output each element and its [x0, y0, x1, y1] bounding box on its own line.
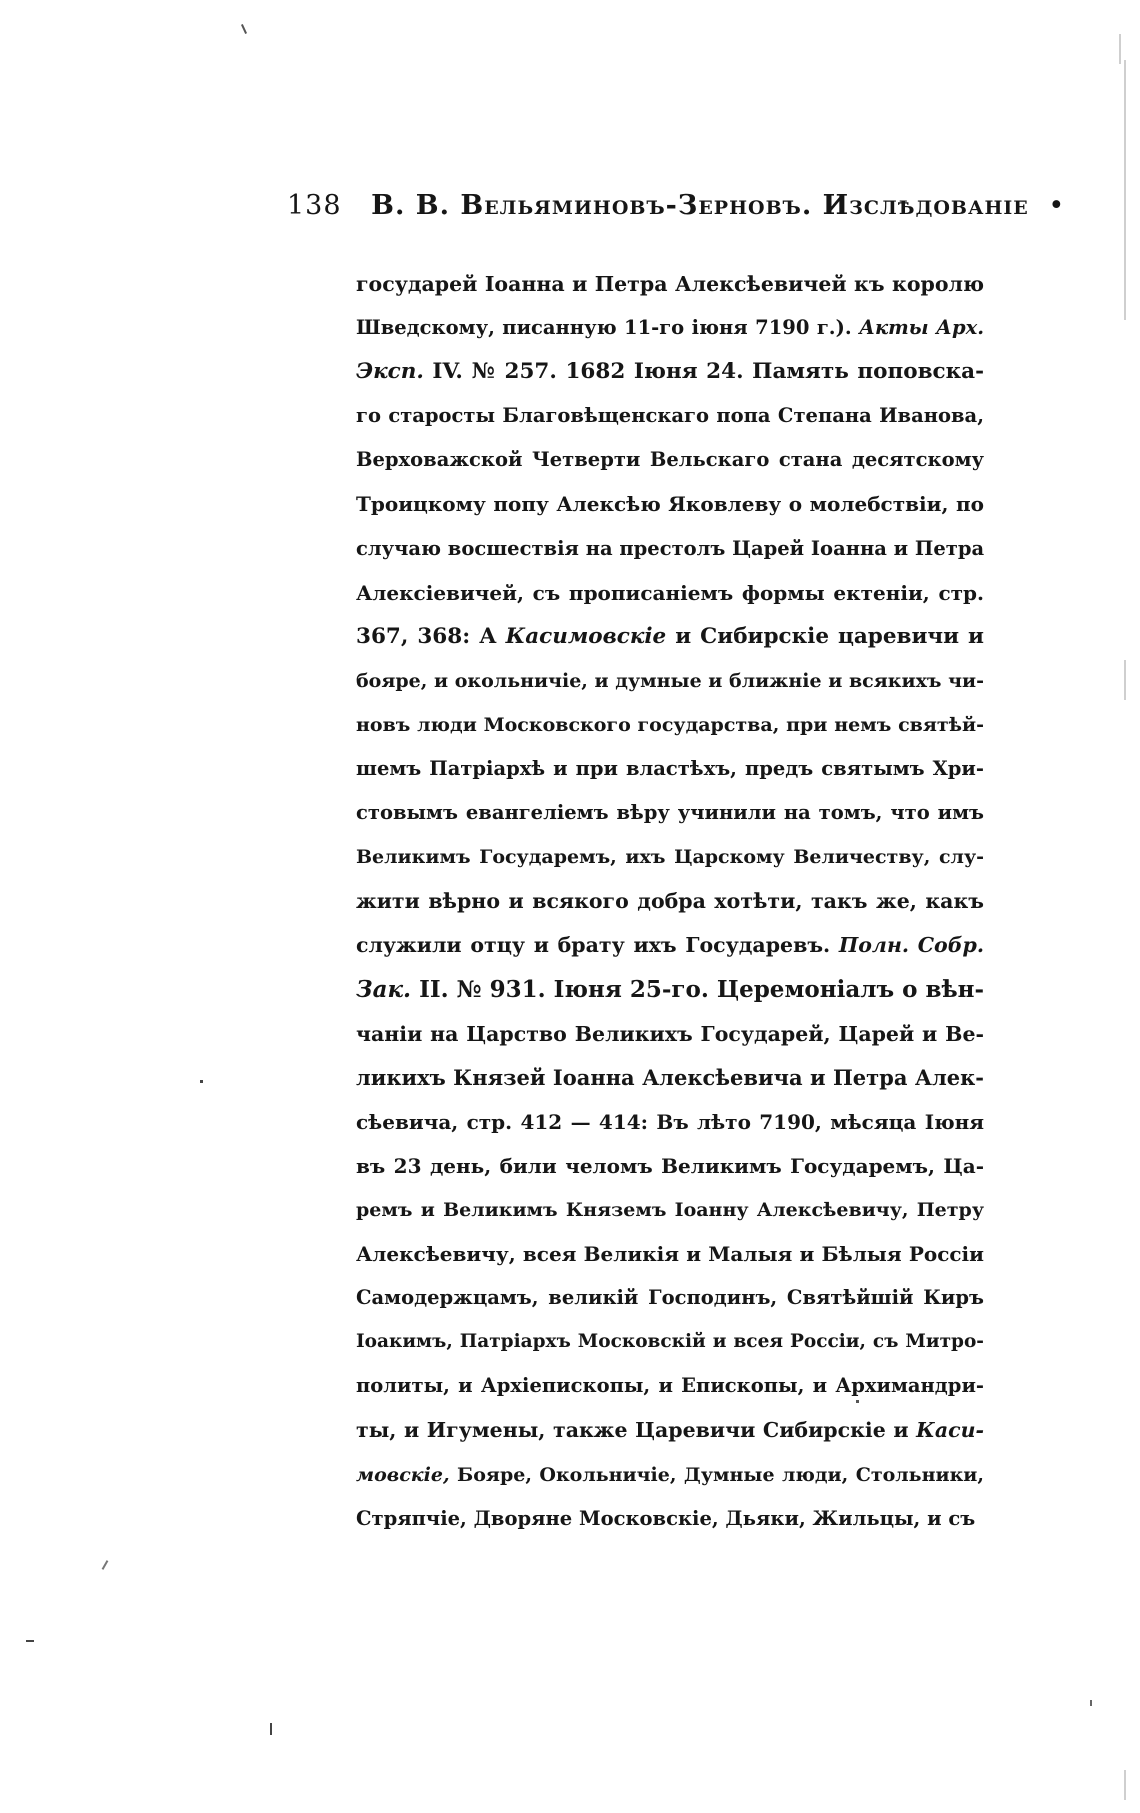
text-segment: Стряпчіе, Дворяне Московскіе, Дьяки, Жильцы, и съ — [356, 1506, 976, 1530]
scan-edge-shadow — [1124, 660, 1126, 700]
text-segment: 367, 368: А — [356, 623, 506, 649]
citation-italic: Зак. — [356, 975, 412, 1003]
scan-speck — [102, 1560, 109, 1570]
text-segment: II. № 931. Іюня 25-го. Церемоніалъ о вѣн- — [411, 975, 984, 1003]
text-segment: го старосты Благовѣщенскаго попа Степана Иванова, — [356, 404, 984, 428]
text-line — [356, 1276, 984, 1320]
text-segment: чаніи на Царство Великихъ Государей, Царей и Ве- — [356, 1021, 984, 1046]
running-title: В. В. Вельяминовъ-Зерновъ. Изслѣдованіе — [371, 190, 1029, 221]
citation-italic: Акты Арх. — [859, 316, 984, 340]
scan-speck — [856, 1400, 859, 1403]
scan-speck — [26, 1640, 34, 1642]
text-segment: бояре, и окольничіе, и думные и ближніе и всякихъ чи- — [356, 669, 984, 692]
text-segment: случаю восшествія на престолъ Царей Іоанна и Петра — [356, 536, 984, 560]
text-segment: жити вѣрно и всякого добра хотѣти, такъ же, какъ — [356, 889, 984, 914]
text-segment: въ 23 день, били челомъ Великимъ Государемъ, Ца- — [356, 1153, 984, 1178]
text-line — [356, 968, 984, 1012]
text-segment: новъ люди Московского государства, при немъ святѣй- — [356, 713, 984, 736]
citation-italic: Каси- — [916, 1418, 984, 1443]
text-line — [356, 527, 984, 571]
scan-edge-shadow — [1119, 34, 1121, 64]
scan-speck — [200, 1080, 203, 1083]
citation-italic: Касимовскіе — [505, 623, 667, 649]
text-segment: сѣевича, стр. 412 — 414: Въ лѣто 7190, мѣсяца Іюня — [356, 1109, 984, 1134]
text-line — [356, 703, 984, 747]
text-segment: ликихъ Князей Іоанна Алексѣевича и Петра Алек- — [356, 1064, 984, 1090]
text-segment: Шведскому, писанную 11-го іюня 7190 г.). — [356, 316, 860, 340]
text-line — [356, 1012, 984, 1056]
text-line — [356, 438, 984, 482]
scan-edge-shadow — [1124, 60, 1126, 320]
text-segment: стовымъ евангеліемъ вѣру учинили на томъ, что имъ — [356, 801, 984, 825]
text-line — [356, 1144, 984, 1188]
text-line — [356, 394, 984, 438]
text-segment: Бояре, Окольничіе, Думные люди, Стольники, — [449, 1463, 984, 1486]
text-segment: Троицкому попу Алексѣю Яковлеву о молебствіи, по — [356, 492, 984, 517]
text-line — [356, 659, 984, 703]
scan-edge-shadow — [1124, 1770, 1126, 1800]
text-line — [356, 1497, 984, 1541]
scan-speck — [241, 24, 247, 34]
text-line — [356, 747, 984, 791]
citation-italic: мовскіе, — [356, 1463, 450, 1486]
text-line — [356, 1453, 984, 1497]
text-line — [356, 835, 984, 879]
text-segment: Верховажской Четверти Вельскаго стана десятскому — [356, 448, 984, 472]
text-line — [356, 879, 984, 923]
text-line — [356, 923, 984, 967]
text-line — [356, 615, 984, 659]
text-segment: ты, и Игумены, также Царевичи Сибирскіе и — [356, 1418, 917, 1443]
text-segment: государей Іоанна и Петра Алексѣевичей къ королю — [356, 272, 984, 296]
text-segment: служили отцу и брату ихъ Государевъ. — [356, 933, 839, 958]
page-number: 138 — [287, 190, 342, 221]
text-segment: шемъ Патріархѣ и при властѣхъ, предъ святымъ Хри- — [356, 757, 984, 781]
text-line — [356, 482, 984, 526]
citation-italic: Полн. Собр. — [838, 933, 984, 958]
text-segment: ремъ и Великимъ Княземъ Іоанну Алексѣевичу, Петру — [356, 1198, 984, 1221]
text-segment: политы, и Архіепископы, и Епископы, и Архимандри- — [356, 1374, 984, 1398]
text-segment: Самодержцамъ, великій Господинъ, Святѣйшій Киръ — [356, 1286, 984, 1310]
text-line — [356, 1232, 984, 1276]
running-header — [287, 190, 1066, 221]
text-segment: IV. № 257. 1682 Іюня 24. Память поповска- — [423, 359, 984, 385]
text-line — [356, 1408, 984, 1452]
text-line — [356, 1188, 984, 1232]
scan-speck — [1090, 1700, 1092, 1706]
header-mark: • — [1048, 190, 1066, 221]
text-line — [356, 306, 984, 350]
text-segment: и Сибирскіе царевичи и — [666, 623, 984, 649]
text-line — [356, 262, 984, 306]
text-line — [356, 1320, 984, 1364]
text-segment: Алексѣевичу, всея Великія и Малыя и Бѣлыя Россіи — [356, 1242, 984, 1267]
text-line — [356, 791, 984, 835]
text-line — [356, 350, 984, 394]
body-text — [356, 262, 984, 1541]
text-segment: Великимъ Государемъ, ихъ Царскому Величеству, слу- — [356, 846, 984, 869]
text-line — [356, 571, 984, 615]
text-segment: Алексіевичей, съ прописаніемъ формы ектеніи, стр. — [356, 580, 984, 605]
citation-italic: Эксп. — [356, 359, 424, 385]
text-segment: Іоакимъ, Патріархъ Московскій и всея Россіи, съ Митро- — [356, 1331, 984, 1353]
text-line — [356, 1056, 984, 1100]
scan-speck — [270, 1723, 272, 1735]
text-line — [356, 1100, 984, 1144]
text-line — [356, 1364, 984, 1408]
